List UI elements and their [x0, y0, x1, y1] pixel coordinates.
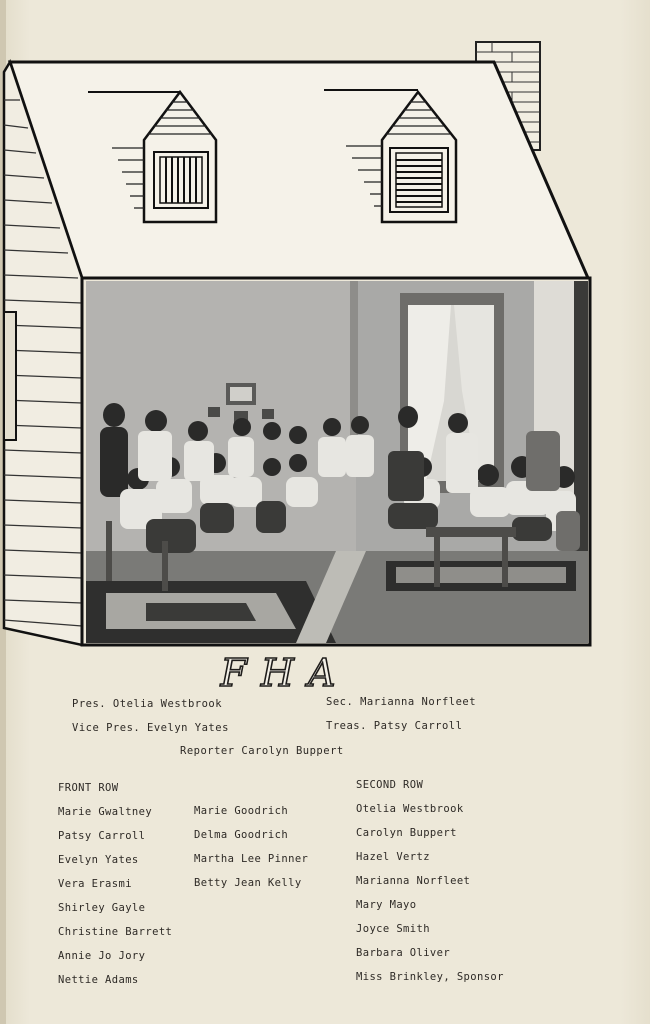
name-item: Patsy Carroll — [58, 830, 146, 842]
group-photograph — [86, 281, 588, 643]
second-row-heading: SECOND ROW — [356, 779, 424, 791]
front-row-column-1 — [58, 782, 172, 998]
name-item: Marie Goodrich — [194, 805, 289, 817]
front-row-column-2 — [194, 805, 308, 901]
name-item: Mary Mayo — [356, 899, 417, 911]
name-item: Delma Goodrich — [194, 829, 289, 841]
name-item: Martha Lee Pinner — [194, 853, 309, 865]
name-item: Marie Gwaltney — [58, 806, 153, 818]
roof — [10, 62, 588, 278]
name-item: Joyce Smith — [356, 923, 430, 935]
name-item: Hazel Vertz — [356, 851, 430, 863]
name-item: Miss Brinkley, Sponsor — [356, 971, 504, 983]
name-item: Vera Erasmi — [58, 878, 132, 890]
name-item: Betty Jean Kelly — [194, 877, 302, 889]
name-item: Christine Barrett — [58, 926, 173, 938]
name-item: Shirley Gayle — [58, 902, 146, 914]
officer-secretary: Sec. Marianna Norfleet — [326, 696, 477, 708]
officer-president: Pres. Otelia Westbrook — [72, 698, 223, 710]
name-item: Nettie Adams — [58, 974, 139, 986]
name-item: Otelia Westbrook — [356, 803, 464, 815]
name-item: Annie Jo Jory — [58, 950, 146, 962]
officer-reporter: Reporter Carolyn Buppert — [180, 745, 344, 757]
front-row-heading: FRONT ROW — [58, 782, 119, 794]
fha-monogram — [195, 648, 375, 698]
name-item: Carolyn Buppert — [356, 827, 457, 839]
monogram-text: FHA — [220, 651, 350, 695]
name-item: Barbara Oliver — [356, 947, 451, 959]
officer-treasurer: Treas. Patsy Carroll — [326, 720, 463, 732]
second-row-column — [356, 779, 504, 995]
name-item: Evelyn Yates — [58, 854, 139, 866]
name-item: Marianna Norfleet — [356, 875, 471, 887]
officer-vice-president: Vice Pres. Evelyn Yates — [72, 722, 229, 734]
